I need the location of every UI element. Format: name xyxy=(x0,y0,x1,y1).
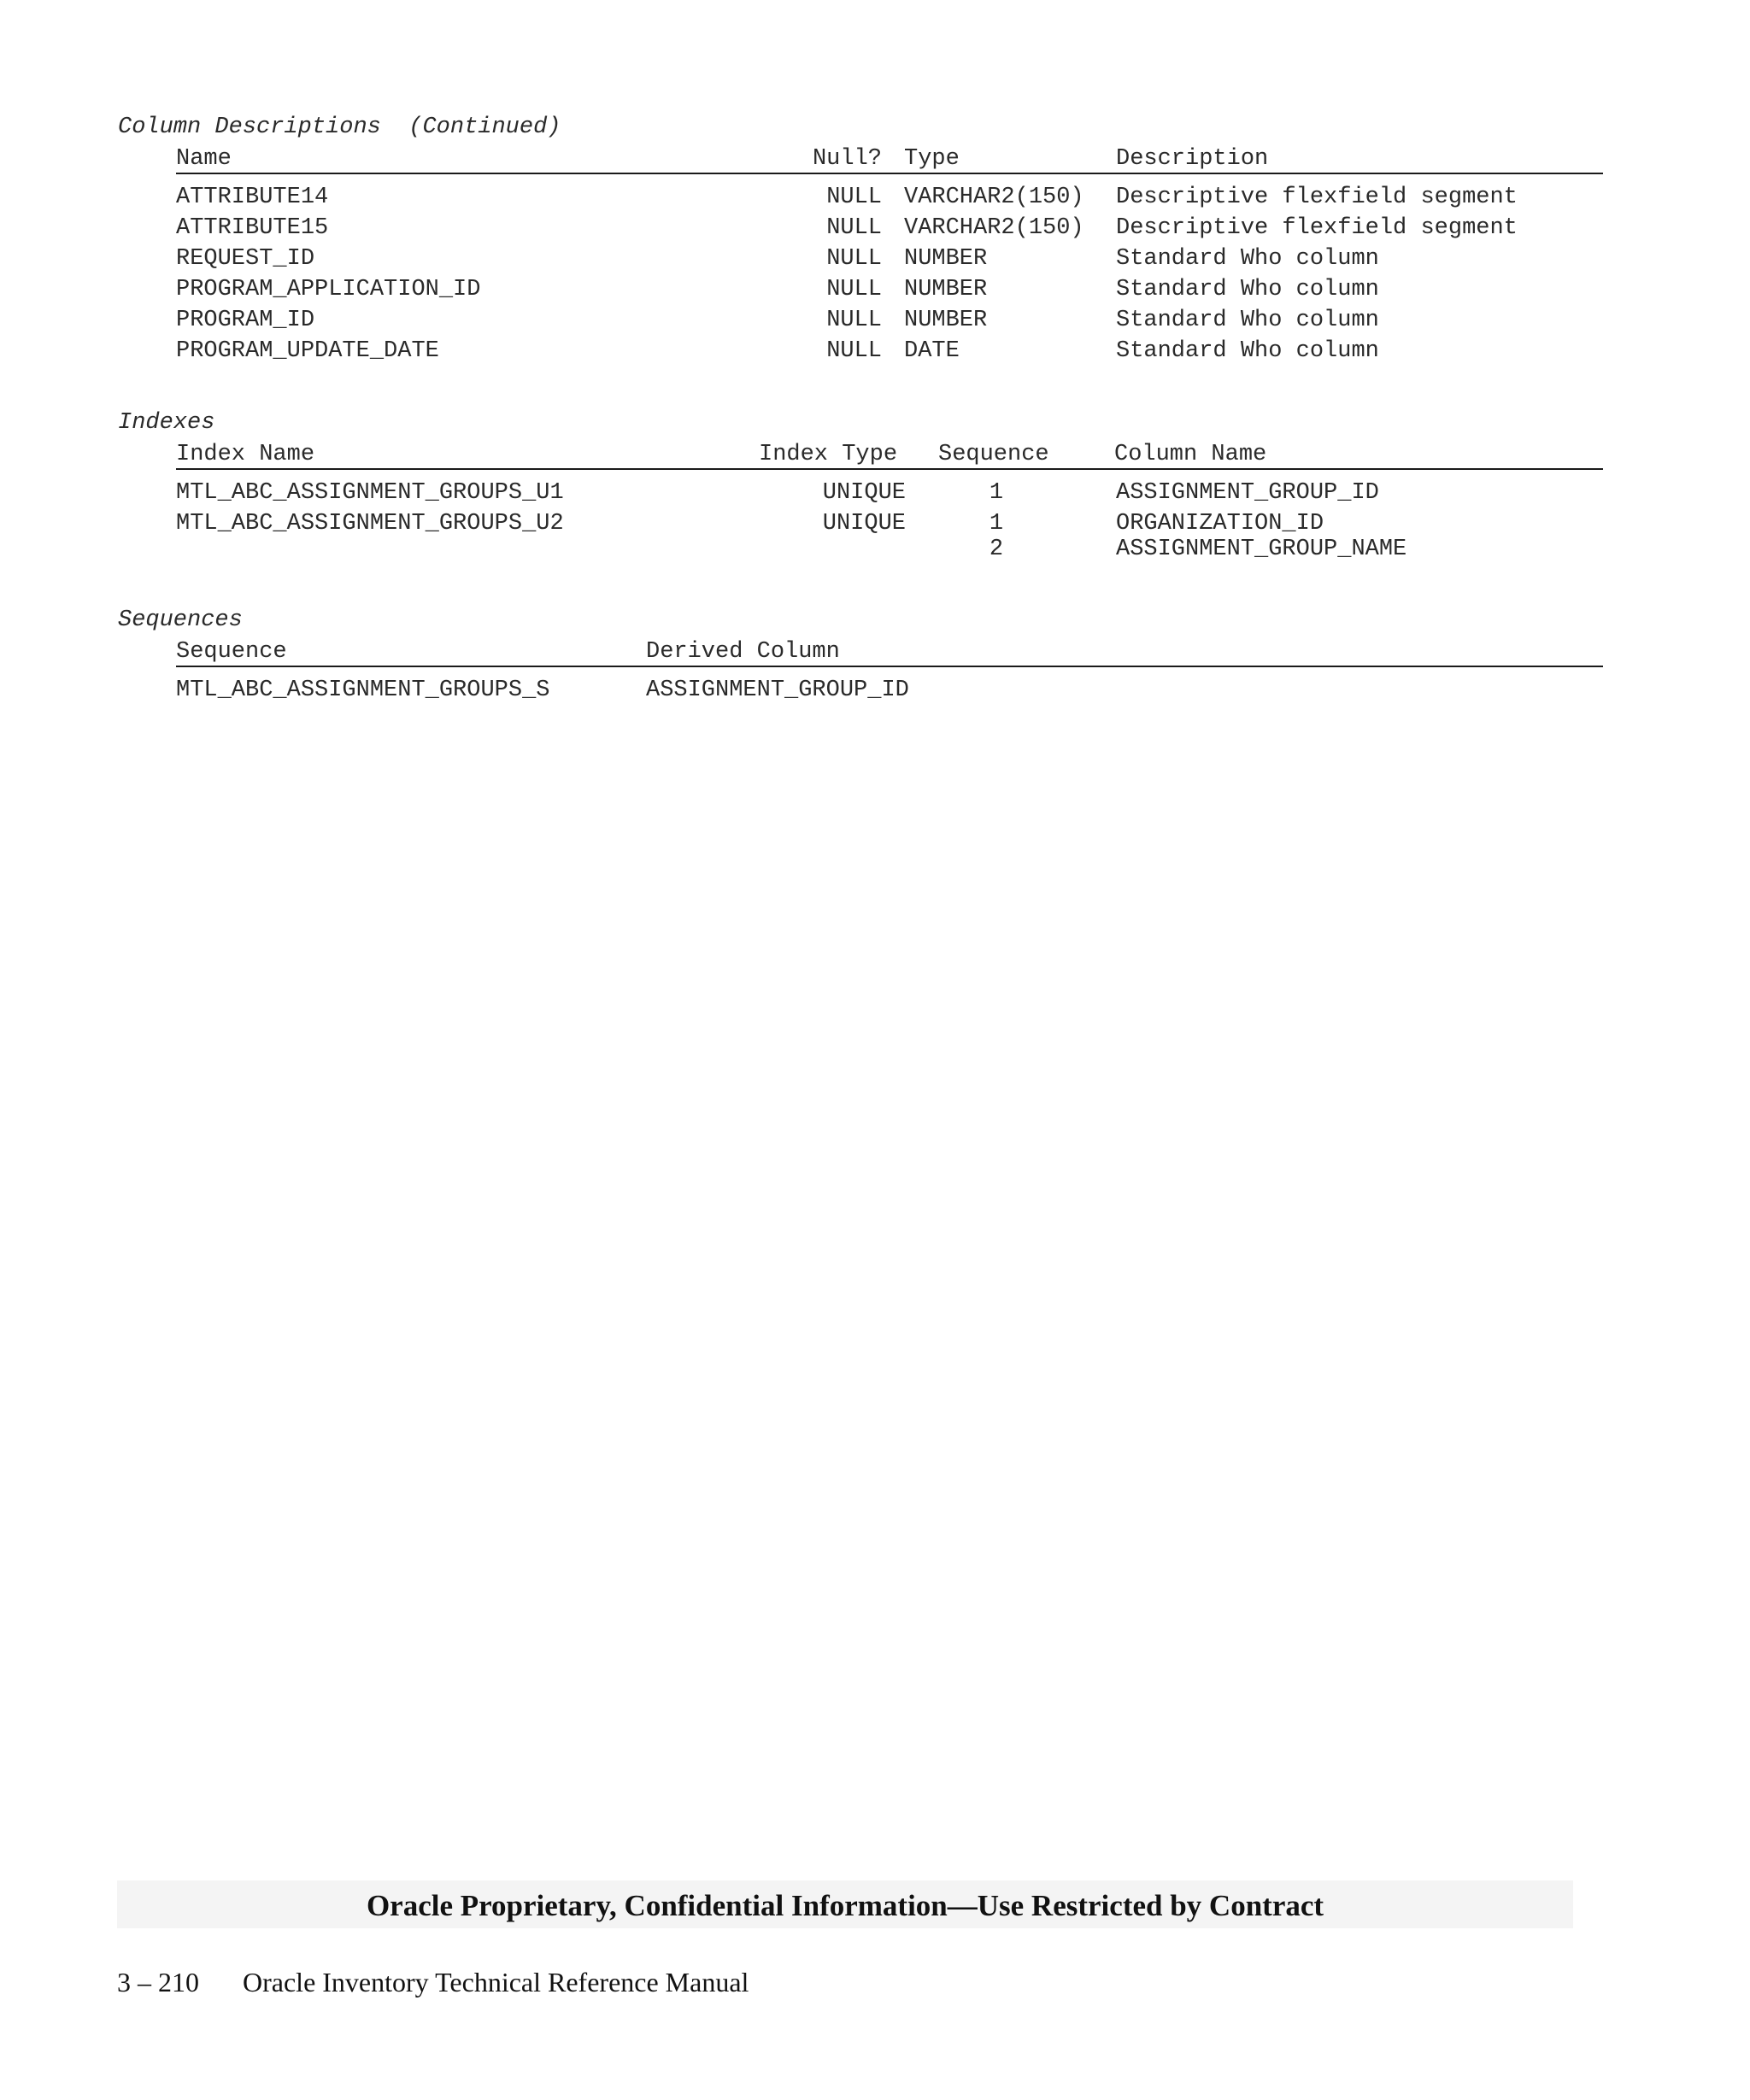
column-name: PROGRAM_APPLICATION_ID xyxy=(176,277,481,302)
column-type: VARCHAR2(150) xyxy=(904,185,1084,210)
confidential-banner-text: Oracle Proprietary, Confidential Information––Use Restricted by Contract xyxy=(366,1889,1324,1922)
index-sequence: 2 xyxy=(989,537,1004,562)
section-title-column-descriptions: Column Descriptions (Continued) xyxy=(118,114,561,140)
column-null: NULL xyxy=(826,338,882,364)
header-sequence: Sequence xyxy=(938,442,1049,467)
header-null: Null? xyxy=(812,146,882,172)
index-type: UNIQUE xyxy=(822,480,906,506)
column-description: Descriptive flexfield segment xyxy=(1116,215,1518,241)
column-type: NUMBER xyxy=(904,308,988,333)
column-type: NUMBER xyxy=(904,246,988,272)
column-type: VARCHAR2(150) xyxy=(904,215,1084,241)
header-column-name: Column Name xyxy=(1114,442,1267,467)
column-null: NULL xyxy=(826,185,882,210)
column-name: ATTRIBUTE14 xyxy=(176,185,329,210)
column-type: NUMBER xyxy=(904,277,988,302)
column-type: DATE xyxy=(904,338,960,364)
confidential-banner xyxy=(117,1880,1573,1928)
header-description: Description xyxy=(1116,146,1269,172)
index-name: MTL_ABC_ASSIGNMENT_GROUPS_U1 xyxy=(176,480,564,506)
index-column-name: ORGANIZATION_ID xyxy=(1116,511,1324,537)
column-description: Standard Who column xyxy=(1116,246,1379,272)
derived-column: ASSIGNMENT_GROUP_ID xyxy=(646,678,909,703)
column-description: Standard Who column xyxy=(1116,338,1379,364)
column-name: PROGRAM_UPDATE_DATE xyxy=(176,338,439,364)
section-title-sequences: Sequences xyxy=(118,607,243,633)
index-sequence: 1 xyxy=(989,511,1004,537)
sequence-name: MTL_ABC_ASSIGNMENT_GROUPS_S xyxy=(176,678,550,703)
column-name: PROGRAM_ID xyxy=(176,308,315,333)
index-column-name: ASSIGNMENT_GROUP_ID xyxy=(1116,480,1379,506)
column-null: NULL xyxy=(826,308,882,333)
header-rule xyxy=(176,173,1603,174)
column-description: Standard Who column xyxy=(1116,308,1379,333)
manual-title: Oracle Inventory Technical Reference Manual xyxy=(243,1967,749,1997)
column-null: NULL xyxy=(826,215,882,241)
page-number: 3 – 210 xyxy=(117,1967,199,1997)
header-derived-column: Derived Column xyxy=(646,639,840,665)
column-description: Standard Who column xyxy=(1116,277,1379,302)
header-index-type: Index Type xyxy=(759,442,898,467)
header-type: Type xyxy=(904,146,960,172)
header-rule xyxy=(176,666,1603,667)
column-null: NULL xyxy=(826,277,882,302)
column-description: Descriptive flexfield segment xyxy=(1116,185,1518,210)
section-title-indexes: Indexes xyxy=(118,410,215,436)
header-rule xyxy=(176,468,1603,470)
column-null: NULL xyxy=(826,246,882,272)
index-name: MTL_ABC_ASSIGNMENT_GROUPS_U2 xyxy=(176,511,564,537)
column-name: ATTRIBUTE15 xyxy=(176,215,329,241)
header-sequence: Sequence xyxy=(176,639,287,665)
header-index-name: Index Name xyxy=(176,442,315,467)
index-column-name: ASSIGNMENT_GROUP_NAME xyxy=(1116,537,1407,562)
index-sequence: 1 xyxy=(989,480,1004,506)
header-name: Name xyxy=(176,146,232,172)
index-type: UNIQUE xyxy=(822,511,906,537)
column-name: REQUEST_ID xyxy=(176,246,315,272)
